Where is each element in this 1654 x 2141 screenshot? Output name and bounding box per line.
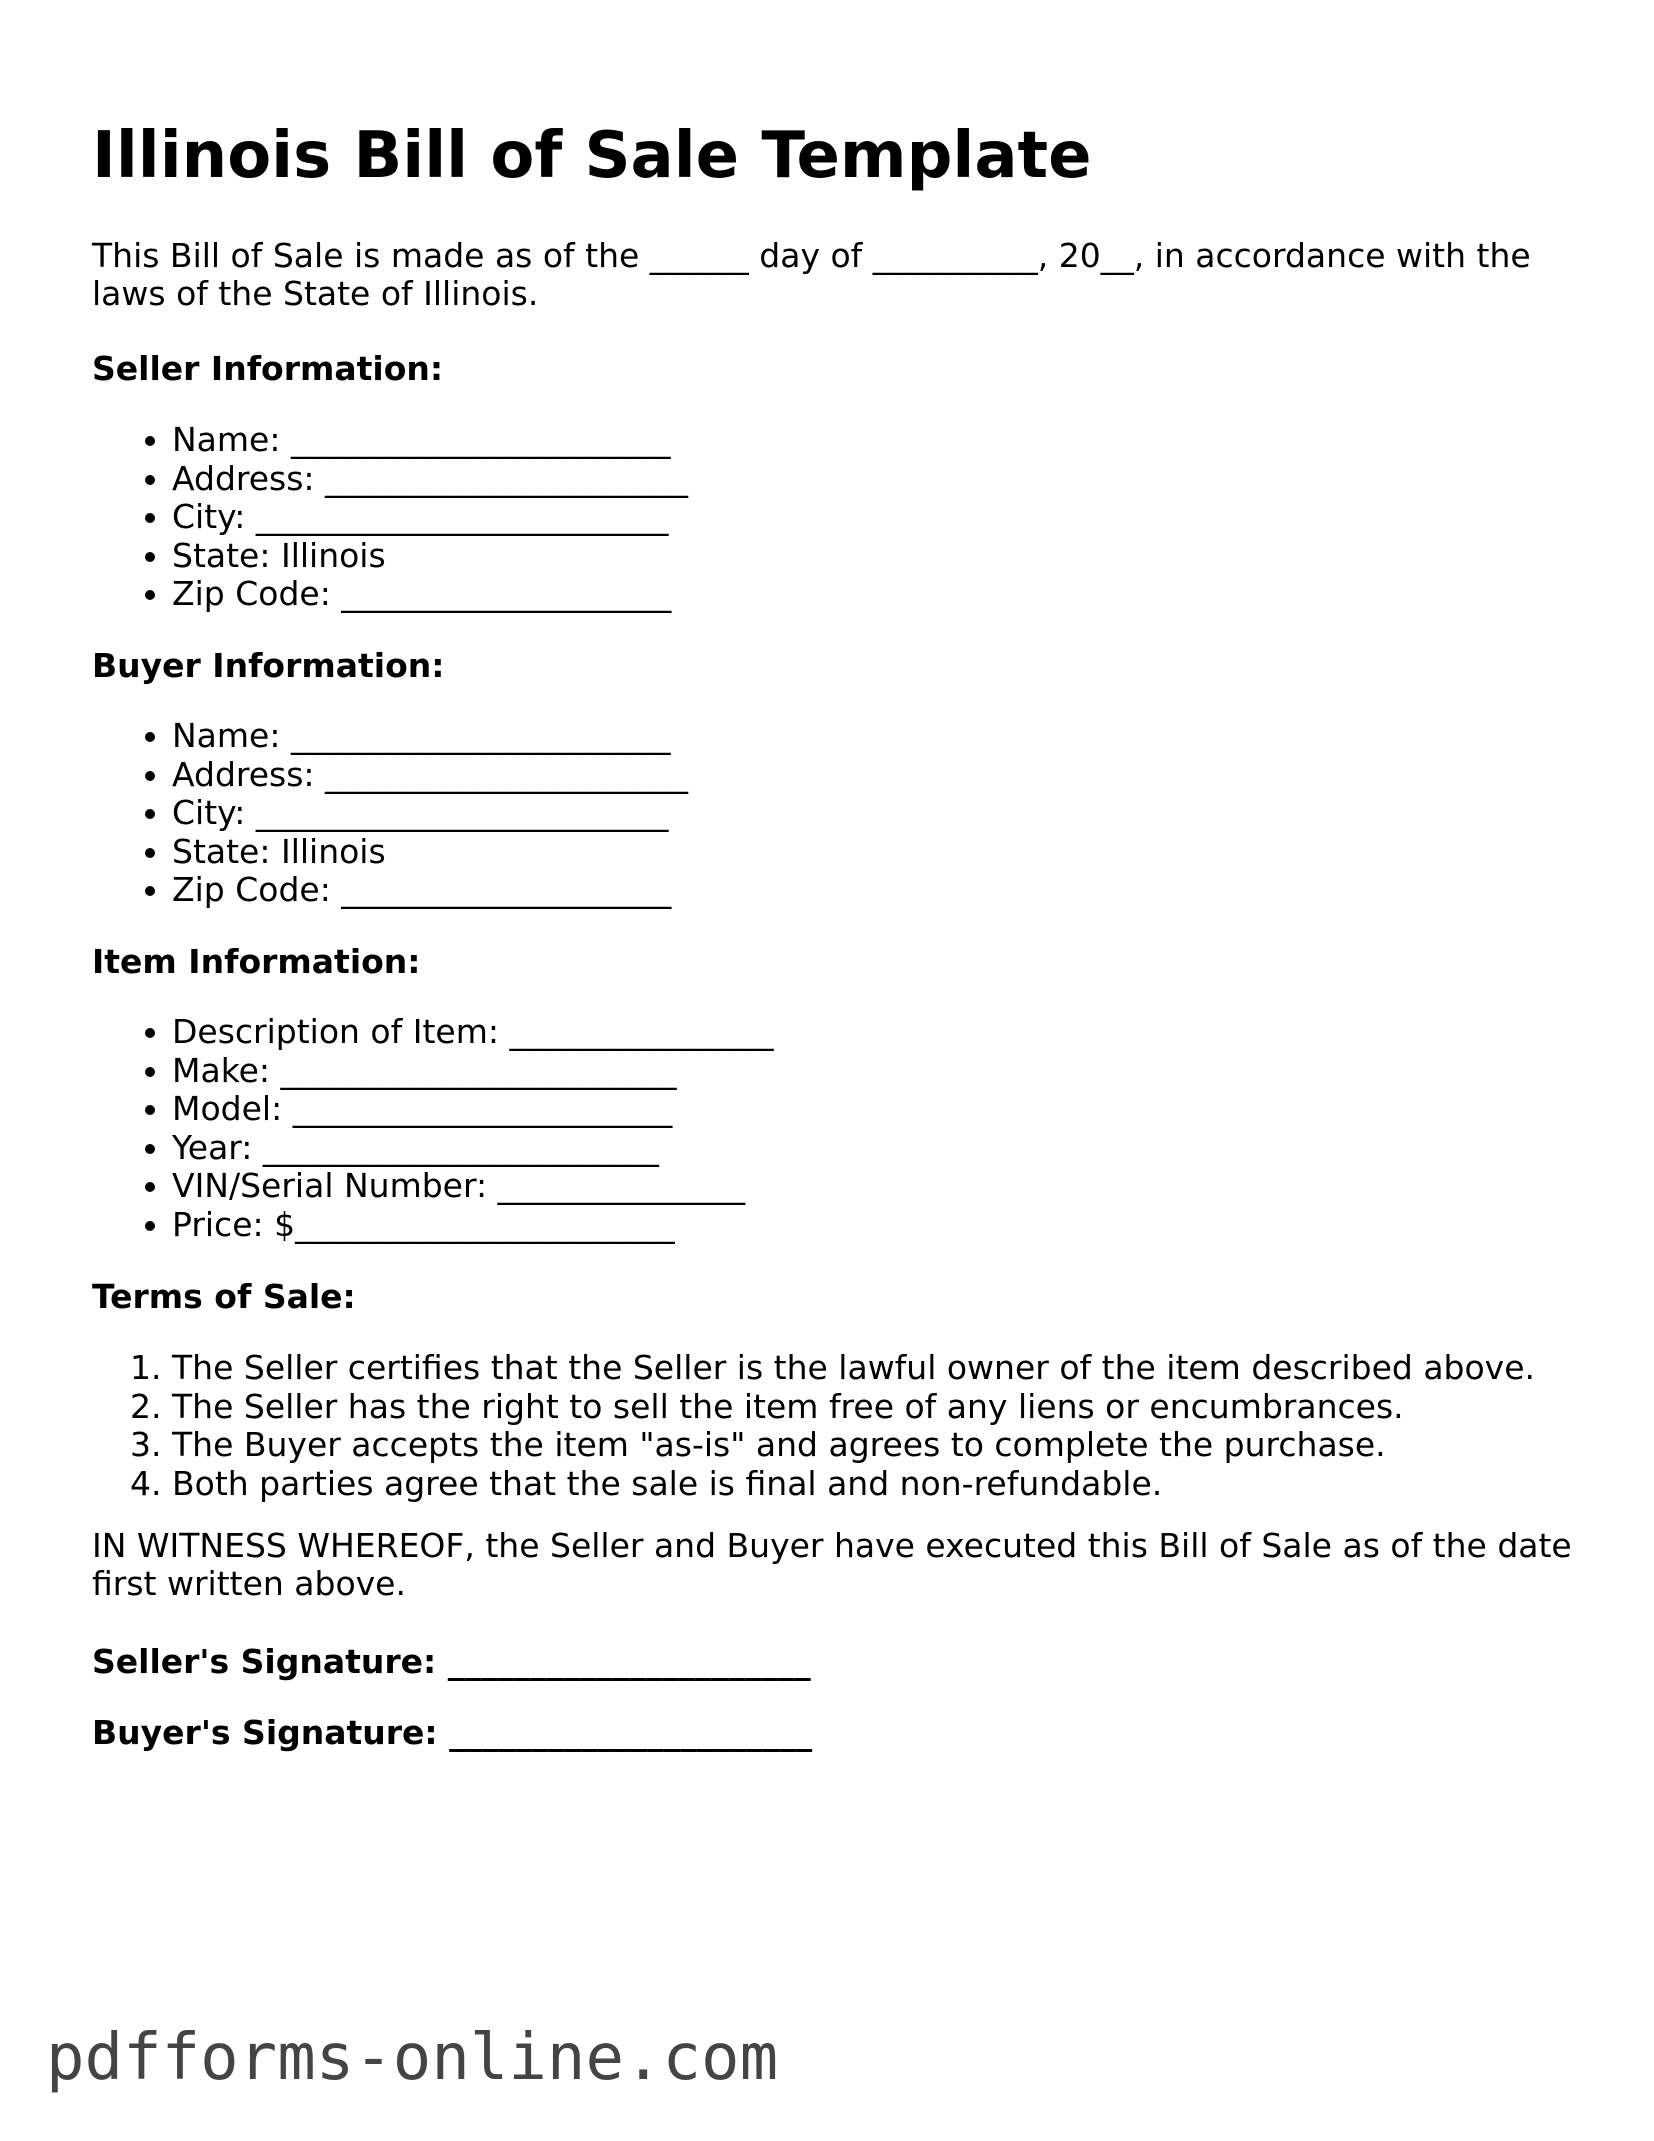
term-item: 1. The Seller certifies that the Seller is the lawful owner of the item described above. xyxy=(172,1349,1535,1388)
witness-paragraph: IN WITNESS WHEREOF, the Seller and Buyer have executed this Bill of Sale as of the date first written above. xyxy=(92,1526,1572,1603)
watermark-logo: pdfforms-online.com xyxy=(46,2021,779,2095)
term-item: 3. The Buyer accepts the item "as-is" and agrees to complete the purchase. xyxy=(172,1426,1535,1465)
terms-heading: Terms of Sale: xyxy=(92,1277,356,1316)
item-price-field: • Price: $_______________________ xyxy=(172,1206,773,1245)
buyer-name-field: • Name: _______________________ xyxy=(172,717,688,756)
term-item: 2. The Seller has the right to sell the item free of any liens or encumbrances. xyxy=(172,1388,1535,1427)
seller-heading: Seller Information: xyxy=(92,349,444,388)
intro-paragraph: This Bill of Sale is made as of the ______ day of __________, 20__, in accordance with the laws of the State of Illinois. xyxy=(92,236,1531,313)
document-title: Illinois Bill of Sale Template xyxy=(92,119,1092,193)
seller-signature-line: Seller's Signature: ______________________ xyxy=(92,1642,811,1681)
buyer-heading: Buyer Information: xyxy=(92,646,445,685)
seller-name-field: • Name: _______________________ xyxy=(172,421,688,460)
seller-city-field: • City: _________________________ xyxy=(172,498,688,537)
terms-list xyxy=(92,1349,1535,1503)
item-vin-field: • VIN/Serial Number: _______________ xyxy=(172,1167,773,1206)
item-model-field: • Model: _______________________ xyxy=(172,1090,773,1129)
buyer-address-field: • Address: ______________________ xyxy=(172,756,688,795)
buyer-zip-field: • Zip Code: ____________________ xyxy=(172,871,688,910)
item-fields-list xyxy=(92,1013,773,1245)
seller-zip-field: • Zip Code: ____________________ xyxy=(172,575,688,614)
buyer-city-field: • City: _________________________ xyxy=(172,794,688,833)
buyer-signature-line: Buyer's Signature: ______________________ xyxy=(92,1713,813,1752)
seller-state-field: • State: Illinois xyxy=(172,537,688,576)
item-make-field: • Make: ________________________ xyxy=(172,1052,773,1091)
item-heading: Item Information: xyxy=(92,942,421,981)
item-year-field: • Year: ________________________ xyxy=(172,1129,773,1168)
seller-address-field: • Address: ______________________ xyxy=(172,460,688,499)
item-description-field: • Description of Item: ________________ xyxy=(172,1013,773,1052)
buyer-fields-list xyxy=(92,717,688,910)
term-item: 4. Both parties agree that the sale is final and non-refundable. xyxy=(172,1465,1535,1504)
seller-fields-list xyxy=(92,421,688,614)
buyer-state-field: • State: Illinois xyxy=(172,833,688,872)
